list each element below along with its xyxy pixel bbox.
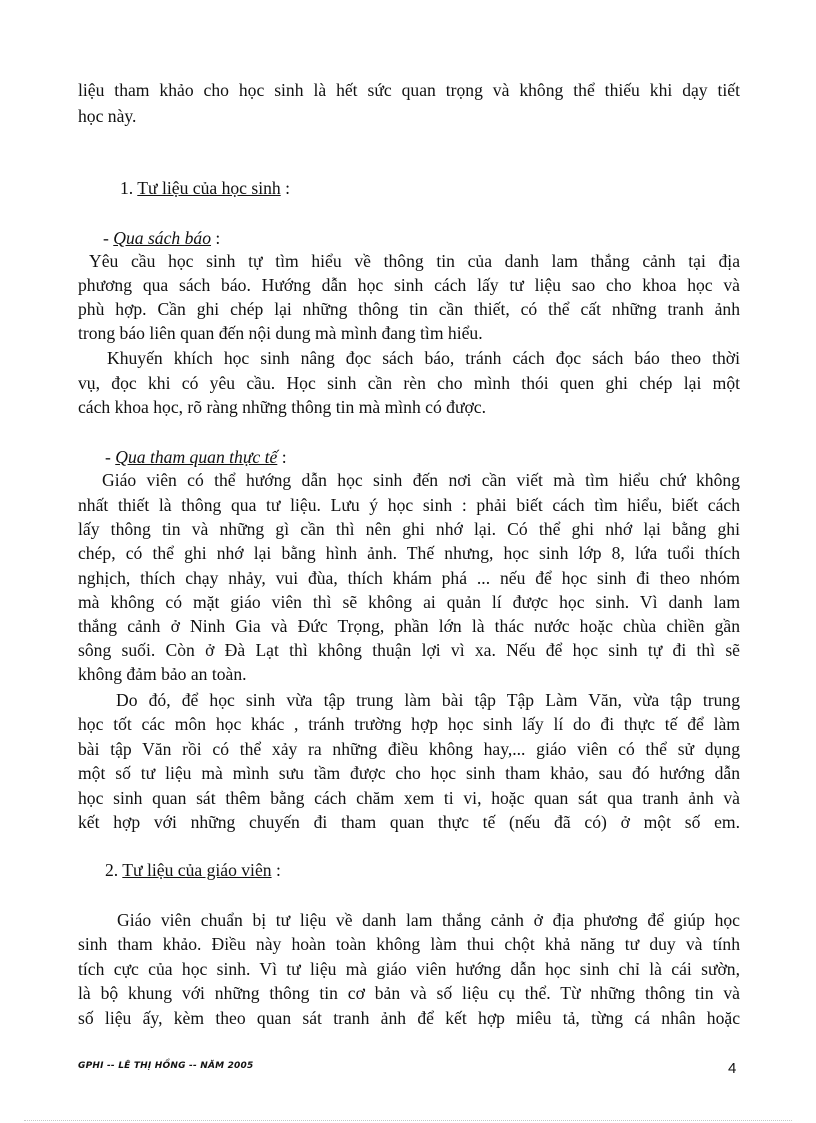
subheading-title: Qua tham quan thực tế xyxy=(115,447,278,467)
paragraph-line: số liệu ấy, kèm theo quan sát tranh ảnh để kết hợp miêu tả, từng cá nhân hoặc xyxy=(78,1008,740,1028)
paragraph-line: mà không có mặt giáo viên thì sẽ không ai quản lí được học sinh. Vì danh lam xyxy=(78,592,740,612)
paragraph-line: Do đó, để học sinh vừa tập trung làm bài tập Tập Làm Văn, vừa tập trung xyxy=(116,690,740,710)
subheading-dash: - xyxy=(103,228,109,248)
section-2-number: 2. xyxy=(105,860,119,880)
subheading-qua-sach-bao xyxy=(103,226,220,250)
paragraph-line: cách khoa học, rõ ràng những thông tin mà mình có được. xyxy=(78,397,487,417)
paragraph-line: tích cực của học sinh. Vì tư liệu mà giáo viên hướng dẫn học sinh chỉ là cái sườn, xyxy=(78,959,740,979)
paragraph-line: học sinh quan sát thêm bằng cách chăm xem ti vi, hoặc quan sát qua tranh ảnh và xyxy=(78,788,740,808)
paragraph-line: sông suối. Còn ở Đà Lạt thì không thuận lợi vì xa. Nếu để học sinh tự đi thì sẽ xyxy=(78,640,740,660)
subheading-tham-quan xyxy=(105,445,287,469)
paragraph-line: bài tập Văn rồi có thể xảy ra những điều không hay,... giáo viên có thể sử dụng xyxy=(78,739,740,759)
paragraph-line: nghịch, thích chạy nhảy, vui đùa, thích khám phá ... nếu để học sinh đi theo nhóm xyxy=(78,568,740,588)
paragraph-line: không đảm bảo an toàn. xyxy=(78,664,247,684)
section-1-colon: : xyxy=(285,178,290,198)
paragraph-line: Yêu cầu học sinh tự tìm hiểu về thông tin của danh lam thắng cảnh tại địa xyxy=(89,251,740,271)
paragraph-line: vụ, đọc khi có yêu cầu. Học sinh cần rèn cho mình thói quen ghi chép lại một xyxy=(78,373,740,393)
paragraph-line: Giáo viên có thể hướng dẫn học sinh đến nơi cần viết mà tìm hiểu chứ không xyxy=(102,470,740,490)
paragraph-line: lấy thông tin và những gì cần thì nên ghi nhớ lại. Có thể ghi nhớ lại bằng ghi xyxy=(78,519,740,539)
paragraph-line: chép, có thể ghi nhớ lại bằng hình ảnh. Thế nhưng, học sinh lớp 8, lứa tuổi thích xyxy=(78,543,740,563)
paragraph-line: kết hợp với những chuyến đi tham quan thực tế (nếu đã có) ở một số em. xyxy=(78,812,740,832)
paragraph-line: Khuyến khích học sinh nâng đọc sách báo, tránh cách đọc sách báo theo thời xyxy=(107,348,740,368)
paragraph-line: phương qua sách báo. Hướng dẫn học sinh cách lấy tư liệu sao cho khoa học và xyxy=(78,275,740,295)
intro-line-2: học này. xyxy=(78,106,137,126)
section-2-colon: : xyxy=(275,860,281,880)
paragraph-line: học tốt các môn học khác , tránh trường hợp học sinh lấy lí do đi thực tế để làm xyxy=(78,714,740,734)
paragraph-line: một số tư liệu mà mình sưu tầm được cho học sinh tham khảo, sau đó hướng dẫn xyxy=(78,763,740,783)
section-2-heading xyxy=(105,858,281,882)
section-1-title: Tư liệu của học sinh xyxy=(137,178,281,198)
intro-line-1: liệu tham khảo cho học sinh là hết sức quan trọng và không thể thiếu khi dạy tiết xyxy=(78,80,740,100)
section-2-title: Tư liệu của giáo viên xyxy=(122,860,272,880)
paragraph-line: trong báo liên quan đến nội dung mà mình đang tìm hiểu. xyxy=(78,323,483,343)
section-1-number: 1. xyxy=(120,178,134,198)
subheading-dash: - xyxy=(105,447,111,467)
subheading-colon: : xyxy=(281,447,287,467)
paragraph-line: sinh tham khảo. Điều này hoàn toàn không làm thui chột khả năng tư duy và tính xyxy=(78,934,740,954)
footer-author: GPHI -- LÊ THỊ HỒNG -- NĂM 2005 xyxy=(78,1061,254,1071)
paragraph-line: là bộ khung với những thông tin cơ bản và số liệu cụ thể. Từ những thông tin và xyxy=(78,983,740,1003)
subheading-title: Qua sách báo xyxy=(113,228,212,248)
page-number: 4 xyxy=(728,1060,737,1077)
paragraph-line: phù hợp. Cần ghi chép lại những thông tin cần thiết, có thể cất những tranh ảnh xyxy=(78,299,740,319)
subheading-colon: : xyxy=(215,228,221,248)
paragraph-line: thắng cảnh ở Ninh Gia và Đức Trọng, phần lớn là thác nước hoặc chùa chiền gần xyxy=(78,616,740,636)
paragraph-line: nhất thiết là thông qua tư liệu. Lưu ý học sinh : phải biết cách tìm hiểu, biết cách xyxy=(78,495,740,515)
paragraph-line: Giáo viên chuẩn bị tư liệu về danh lam thắng cảnh ở địa phương để giúp học xyxy=(117,910,740,930)
section-1-heading xyxy=(120,176,290,200)
page-bottom-divider xyxy=(24,1120,792,1121)
